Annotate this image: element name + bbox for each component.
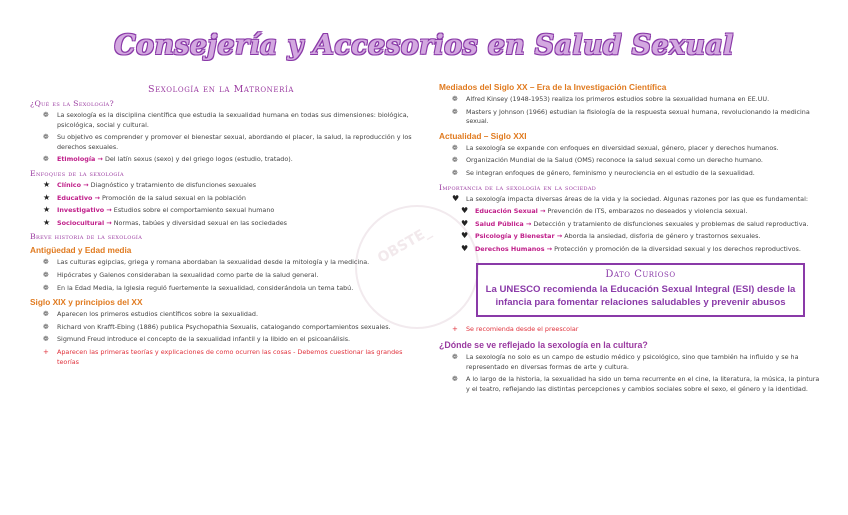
section-subtitle: Sexología en la Matronería: [147, 84, 295, 95]
plus-icon: +: [43, 347, 49, 356]
list-item: ❁ Aparecen los primeros estudios científicos sobre la sexualidad.: [43, 310, 258, 319]
list-item: ❁ La sexología no solo es un campo de estudio médico y psicológico, sino que también ha influido y se ha representado en diversas formas de arte y cultura.: [452, 353, 799, 371]
star-icon: ★: [43, 217, 51, 227]
bullet-icon: ❁: [43, 270, 49, 279]
dato-curioso-body: La UNESCO recomienda la Educación Sexual Integral (ESI) desde la infancia para fomentar relaciones saludables y prevenir abusos: [485, 283, 796, 308]
left-column: [30, 84, 412, 370]
bullet-icon: ❁: [43, 155, 49, 164]
que-es-list: [30, 111, 412, 165]
que-es-heading: ¿Qué es la Sexología?: [30, 99, 114, 108]
bullet-icon: ❁: [43, 258, 49, 267]
heart-icon: ♥: [452, 193, 460, 203]
bullet-icon: ❁: [43, 322, 49, 331]
cultura-list: [439, 353, 823, 394]
bullet-icon: ❁: [43, 133, 49, 142]
actualidad-heading: Actualidad – Siglo XXI: [439, 130, 527, 141]
list-item: ❁ La sexología se expande con enfoques en diversidad sexual, género, placer y derechos humanos.: [452, 143, 779, 152]
enfoques-heading: Enfoques de la sexología: [30, 168, 124, 178]
etimologia-label: Etimología →: [57, 155, 103, 164]
list-item: ♥ Derechos Humanos → Protección y promoción de la diversidad sexual y los derechos reproductivos.: [461, 243, 801, 253]
list-item: ★ Investigativo → Estudios sobre el comportamiento sexual humano: [43, 205, 275, 215]
list-item: ❁ Su objetivo es comprender y promover el bienestar sexual, abordando el placer, la salud, la reproducción y los derechos sexuales.: [43, 133, 412, 151]
bullet-icon: ❁: [43, 283, 49, 292]
dato-curioso-box: [476, 263, 805, 317]
list-item: ❁ Las culturas egipcias, griega y romana abordaban la sexualidad desde la mitología y la medicina.: [43, 258, 370, 267]
historia-heading: Breve historia de la sexología: [30, 232, 143, 242]
plus-icon: +: [452, 324, 458, 333]
heart-icon: ♥: [461, 218, 469, 228]
star-icon: ★: [43, 179, 51, 189]
heart-icon: ♥: [461, 231, 469, 241]
dato-curioso-title: Dato Curioso: [605, 268, 676, 280]
list-item: ★ Sociocultural → Normas, tabúes y diversidad sexual en las sociedades: [43, 217, 288, 227]
list-item: ❁ Se integran enfoques de género, feminismo y neurociencia en el estudio de la sexualidad.: [452, 168, 755, 177]
note-item: + Se recomienda desde el preescolar: [452, 324, 579, 333]
note-item: + Aparecen las primeras teorías y explicaciones de como ocurren las cosas - Debemos cuestionar las grandes teorías: [43, 347, 403, 366]
list-item: ❁ A lo largo de la historia, la sexualidad ha sido un tema recurrente en el cine, la literatura, la música, la pintura y el teatro, reflejando las distintas percepciones y cambios sociales sobre el sexo, el género y la identidad.: [452, 375, 820, 393]
mediados-list: [439, 95, 823, 127]
bullet-icon: ❁: [43, 310, 49, 319]
list-item: ❁ En la Edad Media, la Iglesia reguló fuertemente la sexualidad, considerándola un tema tabú.: [43, 283, 354, 292]
star-icon: ★: [43, 205, 51, 215]
list-item: ❁ Hipócrates y Galenos consideraban la sexualidad como parte de la salud general.: [43, 270, 319, 279]
note-list: [439, 325, 823, 335]
bullet-icon: ❁: [452, 353, 458, 362]
list-item: ❁ Richard von Krafft-Ebing (1886) publica Psychopathia Sexualis, catalogando comportamientos sexuales.: [43, 322, 391, 331]
antiguedad-list: [30, 258, 412, 293]
siglo-xix-heading: Siglo XIX y principios del XX: [30, 297, 143, 308]
bullet-icon: ❁: [452, 143, 458, 152]
list-item: ♥ Salud Pública → Detección y tratamiento de disfunciones sexuales y problemas de salud reproductiva.: [461, 218, 809, 228]
list-item: ❁ Sigmund Freud introduce el concepto de la sexualidad infantil y la libido en el psicoanálisis.: [43, 335, 351, 344]
mediados-heading: Mediados del Siglo XX – Era de la Investigación Científica: [439, 82, 667, 92]
bullet-icon: ❁: [43, 111, 49, 119]
siglo-xix-list: [30, 310, 412, 367]
bullet-icon: ❁: [452, 375, 458, 384]
page-title: Consejería y Accesorios en Salud Sexual: [114, 30, 734, 61]
list-item: ❁ La sexología es la disciplina científica que estudia la sexualidad humana en todas sus dimensiones: biológica, psicológica, social y cultural.: [43, 111, 409, 129]
list-item: ★ Educativo → Promoción de la salud sexual en la población: [43, 192, 246, 202]
cultura-heading: ¿Dónde se ve reflejado la sexología en la cultura?: [439, 340, 648, 351]
list-item: ❁ Etimología → Del latín sexus (sexo) y del griego logos (estudio, tratado).: [43, 155, 293, 164]
list-item: ♥ Psicología y Bienestar → Aborda la ansiedad, disforia de género y trastornos sexuales.: [461, 231, 761, 241]
star-icon: ★: [43, 192, 51, 202]
bullet-icon: ❁: [452, 156, 458, 165]
bullet-icon: ❁: [452, 168, 458, 177]
bullet-icon: ❁: [452, 107, 458, 116]
heart-icon: ♥: [461, 243, 469, 253]
bullet-icon: ❁: [452, 95, 458, 103]
list-item: ♥ La sexología impacta diversas áreas de la vida y la sociedad. Algunas razones por las que es fundamental:: [452, 193, 808, 203]
importancia-list: [439, 195, 823, 255]
enfoques-list: [30, 181, 412, 228]
heart-icon: ♥: [461, 206, 469, 216]
antiguedad-heading: Antigüedad y Edad media: [30, 245, 132, 256]
watermark-text: OBSTE_: [374, 223, 434, 267]
list-item: ♥ Educación Sexual → Prevención de ITS, embarazos no deseados y violencia sexual.: [461, 206, 748, 216]
importancia-heading: Importancia de la sexología en la sociedad: [439, 182, 597, 192]
bullet-icon: ❁: [43, 335, 49, 344]
list-item: ❁ Masters y Johnson (1966) estudian la fisiología de la respuesta sexual humana, revolucionando la medicina sexual.: [452, 107, 810, 126]
actualidad-list: [439, 144, 823, 179]
list-item: ★ Clínico → Diagnóstico y tratamiento de disfunciones sexuales: [43, 179, 257, 189]
list-item: ❁ Organización Mundial de la Salud (OMS) reconoce la salud sexual como un derecho humano.: [452, 156, 763, 165]
right-column: [439, 82, 823, 398]
list-item: ❁ Alfred Kinsey (1948-1953) realiza los primeros estudios sobre la sexualidad humana en EE.UU.: [452, 95, 770, 103]
